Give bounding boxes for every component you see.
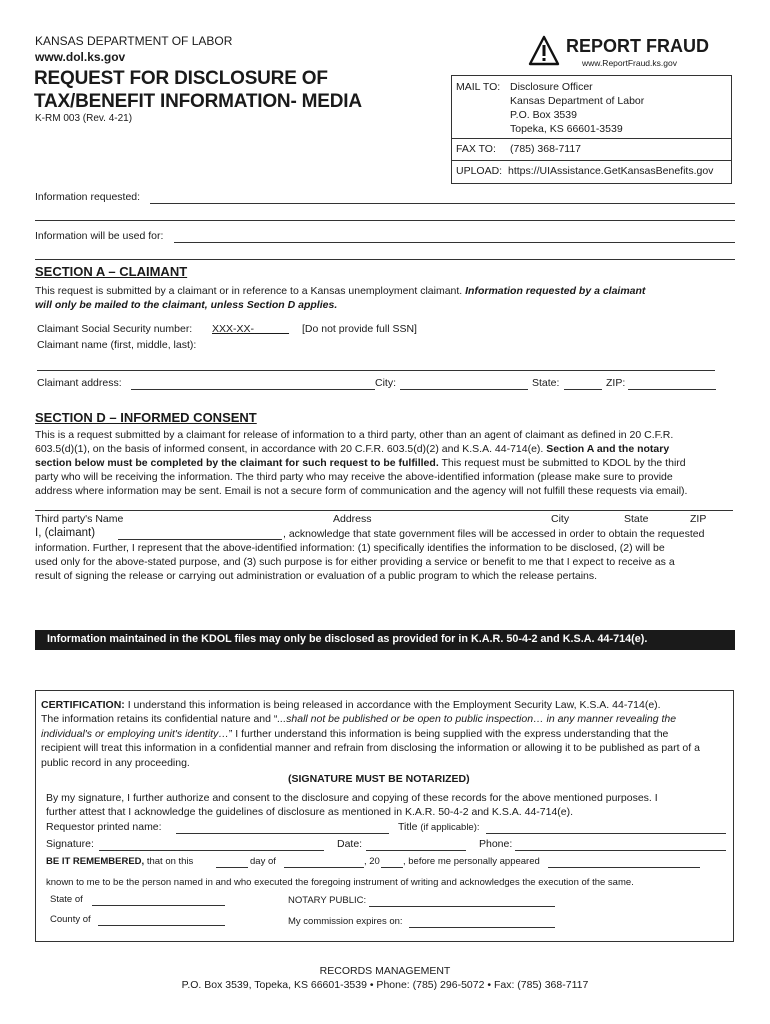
certification-box (35, 690, 734, 942)
state-of-label: State of (50, 894, 83, 905)
county-of-label: County of (50, 914, 91, 925)
phone-field[interactable] (515, 850, 726, 851)
section-a-text-line2: will only be mailed to the claimant, unless Section D applies. (35, 299, 338, 311)
title-label: Title (if applicable): (398, 821, 480, 833)
be-it-remembered: BE IT REMEMBERED, that on this (46, 856, 194, 867)
requestor-label: Requestor printed name: (46, 821, 162, 833)
phone-label: Phone: (479, 838, 513, 850)
certification-line4: recipient will treat this information in a confidential manner and refrain from disclosing the information or allowing it to be published as part of a (41, 742, 700, 754)
claimant-ack-name-field[interactable] (118, 539, 282, 540)
form-number: K-RM 003 (Rev. 4-21) (35, 113, 133, 124)
claimant-zip-field[interactable] (628, 389, 716, 390)
ssn-label: Claimant Social Security number: (37, 323, 193, 335)
ack-line3: used only for the above-stated purpose, and (3) such purpose is for either providing a service or benefit to me that I expect to receive as a (35, 556, 675, 568)
remembered-day-of: day of (250, 856, 276, 867)
section-d-line1: This is a request submitted by a claimant for release of information to a third party, other than an agent of claimant as defined in 20 C.F.R. (35, 429, 674, 441)
info-used-for-field[interactable] (174, 242, 735, 243)
col-state: State (624, 513, 649, 525)
footer-contact: P.O. Box 3539, Topeka, KS 66601-3539 • Phone: (785) 296-5072 • Fax: (785) 368-7117 (181, 979, 589, 991)
info-used-for-label: Information will be used for: (35, 230, 164, 242)
section-a-heading: SECTION A – CLAIMANT (35, 264, 188, 279)
claimant-state-field[interactable] (564, 389, 602, 390)
state-label: State: (532, 377, 560, 389)
date-field[interactable] (366, 850, 466, 851)
title-field[interactable] (486, 833, 726, 834)
consent-line2: further attest that I acknowledge the guidelines of disclosure as mentioned in K.A.R. 50-4-2 and K.S.A. 44-714(e). (46, 806, 574, 818)
col-zip: ZIP (690, 513, 707, 525)
mail-to-label: MAIL TO: (456, 81, 501, 93)
remembered-month-field[interactable] (284, 867, 364, 868)
claimant-name-field[interactable] (37, 370, 715, 371)
fax-number: (785) 368-7117 (510, 143, 582, 155)
claimant-address-label: Claimant address: (37, 377, 122, 389)
agency-website[interactable]: www.dol.ks.gov (35, 50, 126, 64)
claimant-name-label: Claimant name (first, middle, last): (37, 339, 197, 351)
mail-address-line1: Disclosure Officer (510, 81, 593, 93)
known-text: known to me to be the person named in and who executed the foregoing instrument of writing and acknowledges the execution of the same. (46, 877, 634, 888)
upload-label: UPLOAD: (456, 165, 503, 177)
info-requested-field[interactable] (150, 203, 735, 204)
section-a-text: This request is submitted by a claimant or in reference to a Kansas unemployment claimant. Information requested by a claimant (35, 285, 646, 297)
certification-line3: individual's or employing unit's identity…” I further understand this information is being supplied with the express understanding that the (41, 728, 669, 740)
remembered-appeared: , before me personally appeared (403, 856, 540, 867)
ack-line2: information. Further, I represent that the above-identified information: (1) specifically identifies the information to be disclosed, (2) will be (35, 542, 665, 554)
col-city: City (551, 513, 570, 525)
ack-line4: result of signing the release or carrying out administration or evaluation of a public program to which the release pertains. (35, 570, 598, 582)
city-label: City: (375, 377, 396, 389)
col-address: Address (333, 513, 372, 525)
disclosure-banner-text: Information maintained in the KDOL files may only be disclosed as provided for in K.A.R. 50-4-2 and K.S.A. 44-714(e). (47, 633, 648, 645)
state-of-field[interactable] (92, 905, 225, 906)
signature-field[interactable] (99, 850, 324, 851)
notary-field[interactable] (369, 906, 555, 907)
section-d-heading: SECTION D – INFORMED CONSENT (35, 410, 257, 425)
consent-line1: By my signature, I further authorize and consent to the disclosure and copying of these records for the above mentioned purposes. I (46, 792, 658, 804)
zip-label: ZIP: (606, 377, 626, 389)
report-fraud-label: REPORT FRAUD (566, 36, 709, 56)
notarize-heading: (SIGNATURE MUST BE NOTARIZED) (288, 773, 470, 785)
footer-records-management: RECORDS MANAGEMENT (319, 965, 451, 977)
ssn-note: [Do not provide full SSN] (302, 323, 417, 335)
county-of-field[interactable] (98, 925, 225, 926)
col-third-party-name: Third party's Name (35, 513, 124, 525)
certification-line1: CERTIFICATION: I understand this information is being released in accordance with the Employment Security Law, K.S.A. 44-714(e). (41, 699, 661, 711)
report-fraud-url[interactable]: www.ReportFraud.ks.gov (582, 58, 677, 68)
notary-label: NOTARY PUBLIC: (288, 895, 367, 906)
third-party-field[interactable] (35, 510, 733, 511)
upload-url[interactable]: https://UIAssistance.GetKansasBenefits.gov (508, 165, 714, 177)
certification-line2: The information retains its confidential nature and “...shall not be published or be open to public inspection… in any manner revealing the (41, 713, 677, 725)
ack-prefix: I, (claimant) (35, 527, 96, 539)
info-used-for-field-line2[interactable] (35, 259, 735, 260)
claimant-city-field[interactable] (400, 389, 528, 390)
section-d-line4: party who will be receiving the information. The third party who may receive the above-identified information (please make sure to provide (35, 471, 673, 483)
commission-field[interactable] (409, 927, 555, 928)
mail-to-box (451, 75, 732, 184)
signature-label: Signature: (46, 838, 94, 850)
appeared-name-field[interactable] (548, 867, 700, 868)
ack-rest: , acknowledge that state government files will be accessed in order to obtain the requested (283, 528, 705, 540)
mail-address-line3: P.O. Box 3539 (510, 109, 577, 121)
report-fraud-logo[interactable] (528, 34, 728, 70)
ssn-field[interactable]: XXX-XX- (212, 323, 255, 335)
disclosure-banner (35, 630, 735, 650)
certification-line5: public record in any proceeding. (41, 757, 190, 769)
form-title-line1: REQUEST FOR DISCLOSURE OF (34, 68, 328, 89)
warning-triangle-icon (528, 35, 560, 67)
info-requested-field-line2[interactable] (35, 220, 735, 221)
agency-name: KANSAS DEPARTMENT OF LABOR (35, 34, 233, 48)
mail-address-line4: Topeka, KS 66601-3539 (510, 123, 623, 135)
requestor-name-field[interactable] (176, 833, 389, 834)
remembered-year-prefix: , 20 (364, 856, 380, 867)
form-title-line2: TAX/BENEFIT INFORMATION- MEDIA (34, 91, 362, 112)
section-d-line3: section below must be completed by the claimant for such request to be fulfilled. This request must be submitted to KDOL by the third (35, 457, 686, 469)
date-label: Date: (337, 838, 363, 850)
remembered-year-field[interactable] (381, 867, 403, 868)
fax-label: FAX TO: (456, 143, 496, 155)
remembered-day-field[interactable] (216, 867, 248, 868)
section-d-line2: 603.5(d)(1), on the basis of informed consent, in accordance with 20 C.F.R. 603.5(d)(2) and K.S.A. 44-714(e). Section A and the notary (35, 443, 670, 455)
info-requested-label: Information requested: (35, 191, 141, 203)
commission-label: My commission expires on: (288, 916, 403, 927)
section-d-line5: address where information may be sent. Email is not a secure form of communication and the agency will not fulfill these requests via email). (35, 485, 688, 497)
mail-address-line2: Kansas Department of Labor (510, 95, 645, 107)
claimant-address-field[interactable] (131, 389, 375, 390)
